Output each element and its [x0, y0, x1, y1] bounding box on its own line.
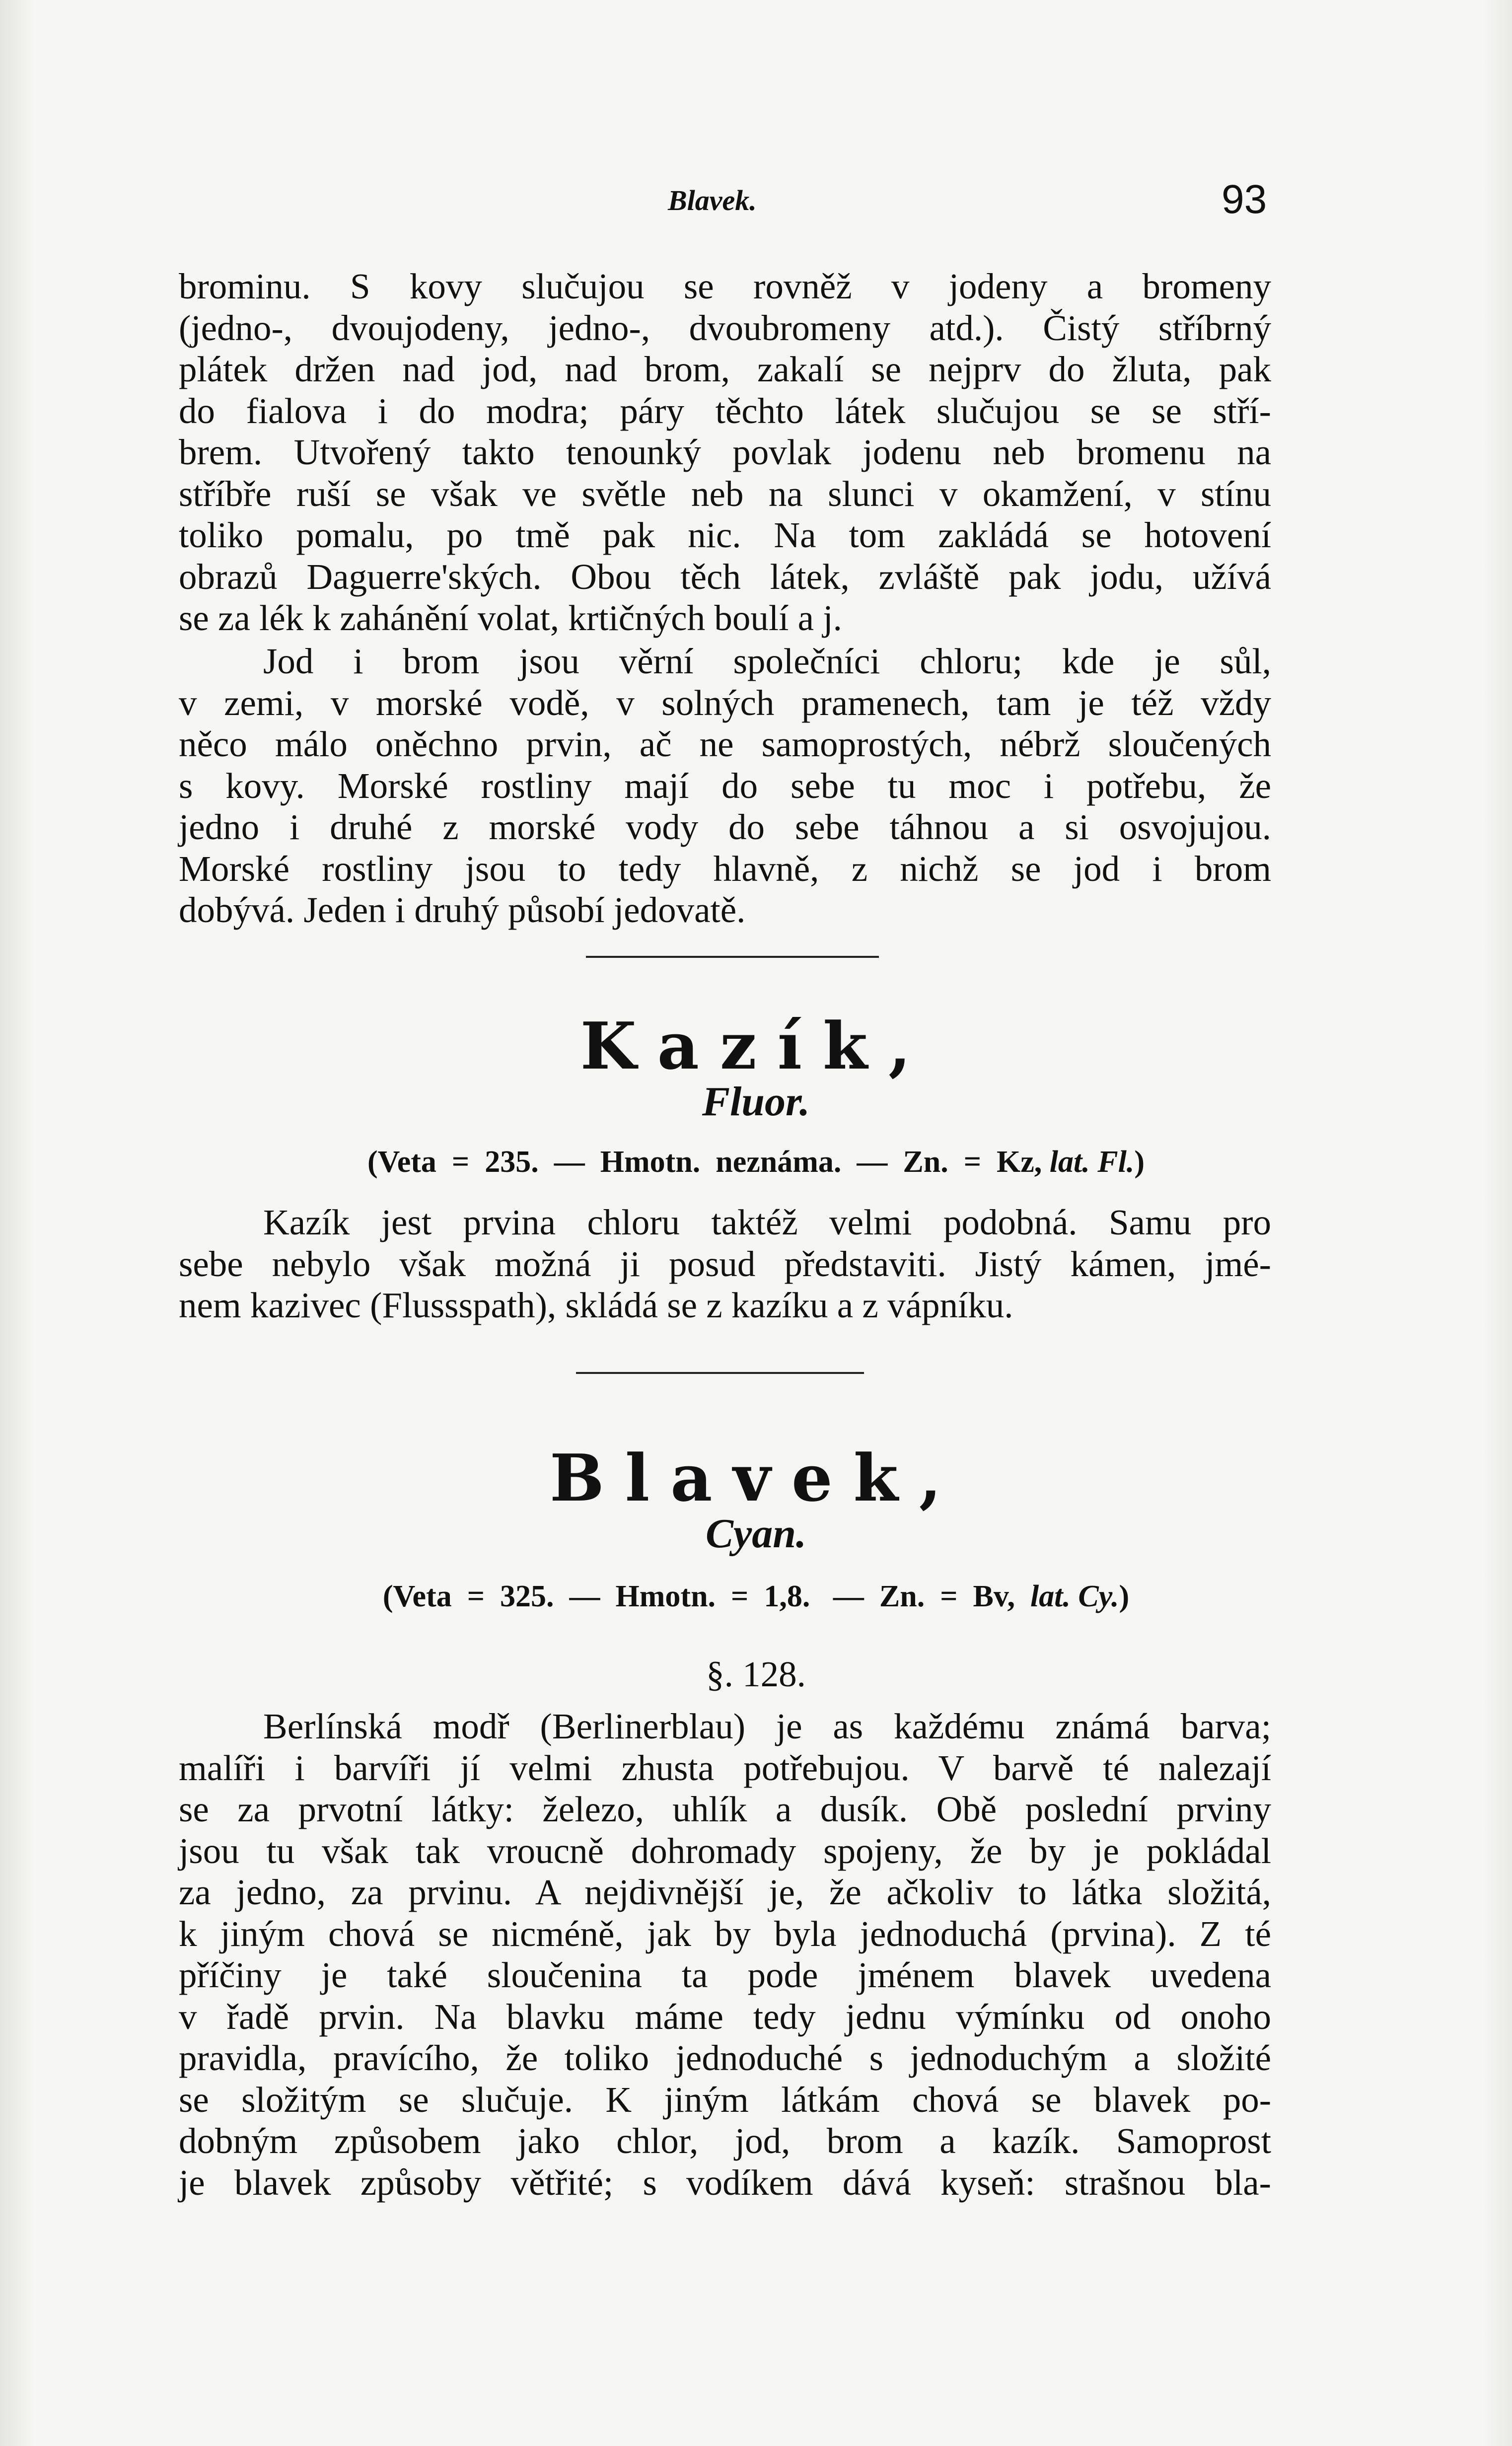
spec-latin: lat. Fl.	[1049, 1145, 1135, 1179]
text-line: s kovy. Morské rostliny mají do sebe tu moc i potřebu, že	[179, 765, 1271, 806]
text-line: se složitým se slučuje. K jiným látkám chová se blavek po-	[179, 2079, 1271, 2120]
text-line: příčiny je také sloučenina ta pode jménem blavek uvedena	[179, 1955, 1271, 1995]
text-line: Berlínská modř (Berlinerblau) je as každému známá barva;	[263, 1706, 1271, 1746]
spec-close: )	[1134, 1145, 1145, 1179]
text-line: v řadě prvin. Na blavku máme tedy jednu výmínku od onoho	[179, 1996, 1271, 2037]
text-line: se za prvotní látky: železo, uhlík a dusík. Obě poslední prviny	[179, 1789, 1271, 1829]
page-number: 93	[1222, 177, 1267, 222]
text-line: sebe nebylo však možná ji posud představiti. Jistý kámen, jmé-	[179, 1243, 1271, 1284]
text-line: je blavek způsoby větřité; s vodíkem dává kyseň: strašnou bla-	[179, 2162, 1271, 2203]
text-line: (jedno-, dvoujodeny, jedno-, dvoubromeny atd.). Čistý stříbrný	[179, 307, 1271, 348]
spec-latin: lat. Cy.	[1030, 1580, 1119, 1613]
text-line: obrazů Daguerre'ských. Obou těch látek, zvláště pak jodu, užívá	[179, 556, 1271, 597]
text-line: dobným způsobem jako chlor, jod, brom a kazík. Samoprost	[179, 2121, 1271, 2161]
section-subtitle-cyan: Cyan.	[705, 1511, 807, 1557]
text-line: malíři i barvíři jí velmi zhusta potřebujou. V barvě té nalezají	[179, 1747, 1271, 1788]
text-line: do fialova i do modra; páry těchto látek slučujou se se stří-	[179, 390, 1271, 431]
page-right-edge	[1482, 0, 1512, 2446]
section-title-kazik: Kazík,	[580, 1008, 932, 1084]
spec-text: (Veta = 325. — Hmotn. = 1,8. — Zn. = Bv,	[382, 1580, 1030, 1613]
text-line: k jiným chová se nicméně, jak by byla jednoduchá (prvina). Z té	[179, 1913, 1271, 1954]
text-line: plátek držen nad jod, nad brom, zakalí se nejprv do žluta, pak	[179, 349, 1271, 389]
element-spec-kazik	[0, 1145, 1512, 1180]
text-line: brem. Utvořený takto tenounký povlak jodenu neb bromenu na	[179, 432, 1271, 472]
running-title: Blavek.	[668, 184, 757, 216]
jod-brom-paragraph	[179, 641, 1271, 931]
text-line: brominu. S kovy slučujou se rovněž v jodeny a bromeny	[179, 266, 1271, 306]
kazik-paragraph	[179, 1202, 1271, 1326]
text-line: nem kazivec (Flussspath), skládá se z kazíku a z vápníku.	[179, 1285, 1013, 1325]
text-line: v zemi, v morské vodě, v solných pramenech, tam je též vždy	[179, 682, 1271, 723]
text-line: za jedno, za prvinu. A nejdivnější je, že ačkoliv to látka složitá,	[179, 1872, 1271, 1912]
section-divider	[576, 1372, 864, 1374]
spec-text: (Veta = 235. — Hmotn. neznáma. — Zn. = Kz,	[367, 1145, 1050, 1179]
text-line: stříbře ruší se však ve světle neb na slunci v okamžení, v stínu	[179, 473, 1271, 514]
text-line: něco málo oněchno prvin, ač ne samoprostých, nébrž sloučených	[179, 724, 1271, 764]
spec-close: )	[1119, 1580, 1130, 1613]
text-line: se za lék k zahánění volat, krtičných boulí a j.	[179, 598, 842, 638]
section-subtitle-fluor: Fluor.	[702, 1079, 810, 1125]
text-line: Kazík jest prvina chloru taktéž velmi podobná. Samu pro	[263, 1202, 1271, 1242]
section-title-blavek: Blavek,	[549, 1440, 963, 1516]
text-line: Morské rostliny jsou to tedy hlavně, z nichž se jod i brom	[179, 848, 1271, 889]
page-left-edge	[0, 0, 35, 2446]
text-line: dobývá. Jeden i druhý působí jedovatě.	[179, 890, 746, 930]
intro-paragraph	[179, 266, 1271, 639]
text-line: jsou tu však tak vroucně dohromady spojeny, že by je pokládal	[179, 1830, 1271, 1871]
text-line: pravidla, pravícího, že toliko jednoduché s jednoduchým a složité	[179, 2038, 1271, 2078]
text-line: Jod i brom jsou věrní společníci chloru; kde je sůl,	[263, 641, 1271, 681]
paragraph-number: §. 128.	[706, 1654, 806, 1694]
text-line: jedno i druhé z morské vody do sebe táhnou a si osvojujou.	[179, 807, 1271, 847]
text-line: toliko pomalu, po tmě pak nic. Na tom zakládá se hotovení	[179, 515, 1271, 555]
section-divider	[586, 956, 879, 958]
blavek-paragraph	[179, 1706, 1271, 2203]
element-spec-blavek	[0, 1579, 1512, 1614]
